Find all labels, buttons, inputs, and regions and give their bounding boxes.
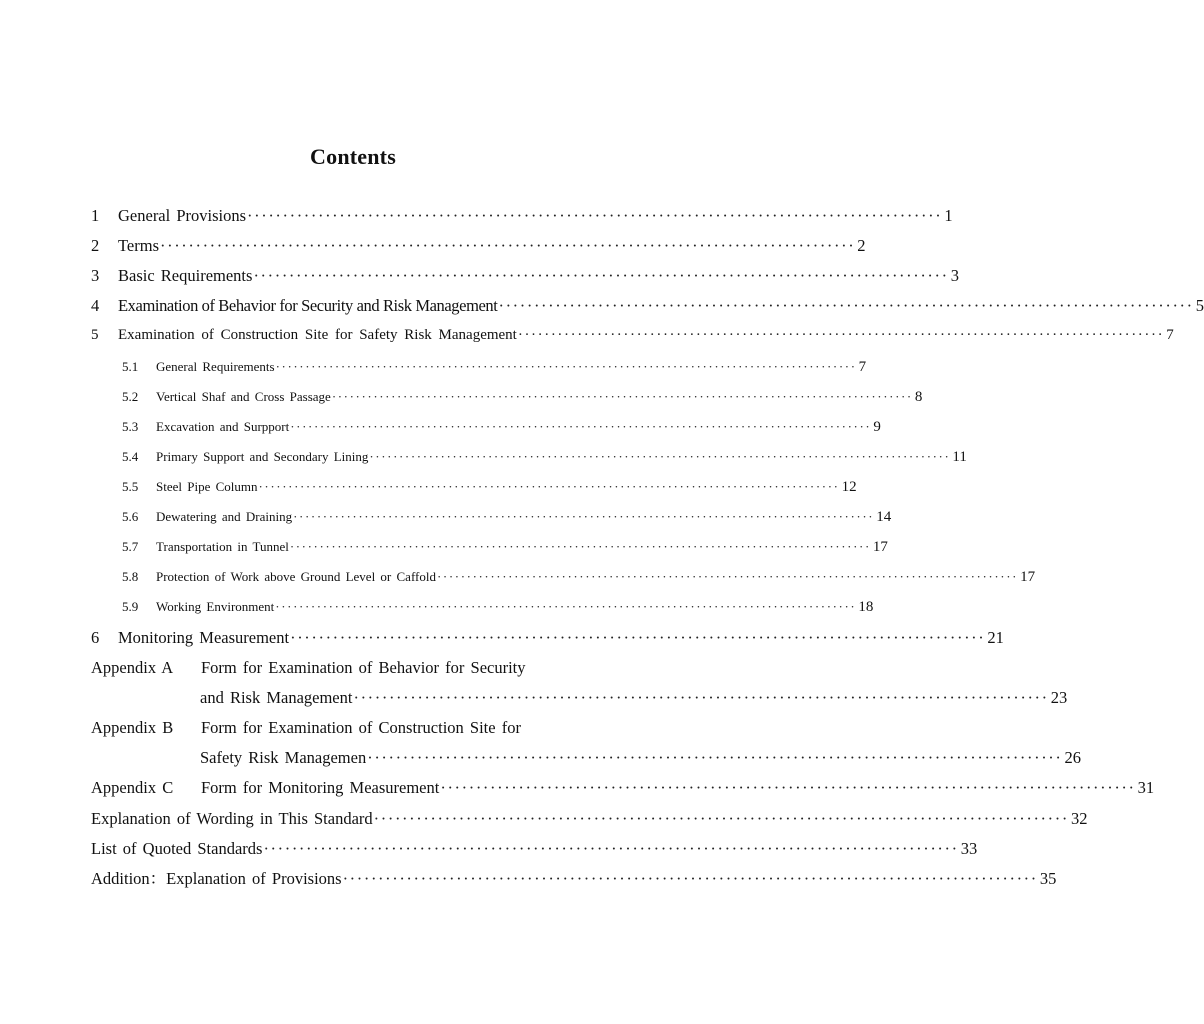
toc-entry-page: 1 bbox=[944, 206, 953, 225]
toc-entry-page: 26 bbox=[1064, 748, 1081, 767]
toc-entry-number: 3 bbox=[91, 266, 100, 285]
toc-entry-label: Steel Pipe Column bbox=[156, 479, 258, 494]
toc-entry-label: Monitoring Measurement bbox=[118, 628, 290, 647]
toc-entry-number: 6 bbox=[91, 628, 100, 647]
toc-entry-page: 7 bbox=[858, 359, 867, 375]
toc-entry-page: 12 bbox=[841, 479, 857, 495]
toc-entry-number: Appendix C bbox=[91, 778, 174, 797]
toc-entry-label: List of Quoted Standards bbox=[91, 839, 263, 858]
toc-entry-5-4[interactable] bbox=[122, 449, 967, 465]
dot-leader: ·································································································· bbox=[369, 449, 951, 464]
toc-entry-label: Transportation in Tunnel bbox=[156, 539, 289, 554]
toc-entry-number: 5.1 bbox=[122, 359, 139, 374]
toc-entry-6[interactable] bbox=[91, 628, 1004, 647]
dot-leader: ·································································································· bbox=[437, 569, 1019, 584]
page-title: Contents bbox=[310, 144, 396, 169]
toc-entry-page: 3 bbox=[950, 266, 959, 285]
toc-entry-3[interactable] bbox=[91, 266, 959, 285]
toc-entry-label: Form for Examination of Construction Site for bbox=[201, 718, 521, 737]
toc-entry-5-3[interactable] bbox=[122, 419, 881, 435]
toc-entry-number: 5.9 bbox=[122, 599, 139, 614]
toc-entry-label: Vertical Shaf and Cross Passage bbox=[156, 389, 331, 404]
toc-entry-number: 5 bbox=[91, 327, 99, 343]
dot-leader: ·································································································· bbox=[290, 419, 872, 434]
toc-appendix-b[interactable] bbox=[91, 720, 612, 737]
dot-leader: ·································································································· bbox=[253, 266, 949, 285]
toc-entry-label: Explanation of Wording in This Standard bbox=[91, 809, 373, 828]
toc-entry-label: Excavation and Surpport bbox=[156, 419, 290, 434]
toc-entry-5-5[interactable] bbox=[122, 479, 857, 495]
toc-entry-label: Form for Monitoring Measurement bbox=[201, 778, 440, 797]
dot-leader: ·································································································· bbox=[263, 839, 959, 858]
toc-entry-label: Examination of Construction Site for Safety Risk Management bbox=[118, 327, 517, 343]
dot-leader: ·································································································· bbox=[440, 778, 1136, 797]
toc-entry-page: 14 bbox=[876, 509, 892, 525]
toc-entry-number: 5.8 bbox=[122, 569, 139, 584]
toc-entry-number: 2 bbox=[91, 236, 100, 255]
toc-entry-page: 33 bbox=[960, 839, 978, 858]
toc-entry-page: 17 bbox=[872, 539, 888, 555]
dot-leader: ·································································································· bbox=[275, 599, 857, 614]
toc-entry-page: 31 bbox=[1137, 778, 1155, 797]
toc-entry-page: 17 bbox=[1020, 569, 1036, 585]
toc-entry-5-8[interactable] bbox=[122, 569, 1036, 585]
toc-entry-number: 1 bbox=[91, 206, 100, 225]
dot-leader: ·································································································· bbox=[517, 327, 1165, 343]
toc-entry-label: Examination of Behavior for Security and Risk Management bbox=[118, 296, 498, 315]
toc-entry-4[interactable] bbox=[91, 296, 1204, 315]
dot-leader: ·································································································· bbox=[275, 359, 857, 374]
toc-entry-page: 9 bbox=[873, 419, 881, 435]
dot-leader: ·································································································· bbox=[331, 389, 913, 404]
toc-entry-label: Terms bbox=[118, 236, 160, 255]
toc-explanation-of-provisions[interactable] bbox=[91, 869, 1057, 888]
dot-leader: ·································································································· bbox=[353, 688, 1049, 707]
toc-list-of-quoted-standards[interactable] bbox=[91, 839, 978, 858]
toc-entry-5[interactable] bbox=[91, 327, 1174, 343]
toc-entry-5-7[interactable] bbox=[122, 539, 888, 555]
toc-entry-page: 2 bbox=[857, 236, 866, 255]
toc-entry-label: Form for Examination of Behavior for Security bbox=[201, 658, 526, 677]
toc-entry-label: Basic Requirements bbox=[118, 266, 253, 285]
toc-entry-2[interactable] bbox=[91, 236, 866, 255]
toc-entry-number: 5.5 bbox=[122, 479, 139, 494]
toc-entry-5-1[interactable] bbox=[122, 359, 867, 375]
dot-leader: ·································································································· bbox=[373, 809, 1069, 828]
toc-entry-page: 18 bbox=[858, 599, 874, 615]
toc-entry-label: Primary Support and Secondary Lining bbox=[156, 449, 369, 464]
toc-entry-page: 21 bbox=[987, 628, 1004, 647]
toc-entry-number: Appendix B bbox=[91, 718, 174, 737]
toc-entry-label: Working Environment bbox=[156, 599, 275, 614]
dot-leader: ·································································································· bbox=[290, 628, 986, 647]
toc-entry-page: 11 bbox=[952, 449, 967, 465]
toc-entry-5-9[interactable] bbox=[122, 599, 874, 615]
toc-entry-1[interactable] bbox=[91, 206, 953, 225]
dot-leader: ·································································································· bbox=[342, 869, 1038, 888]
toc-appendix-a[interactable] bbox=[91, 660, 612, 677]
toc-entry-page: 7 bbox=[1166, 327, 1174, 343]
toc-appendix-c[interactable] bbox=[91, 778, 1155, 797]
toc-appendix-a-continued[interactable] bbox=[200, 688, 1068, 707]
dot-leader: ·································································································· bbox=[258, 479, 840, 494]
dot-leader: ·································································································· bbox=[498, 296, 1194, 315]
toc-entry-number: 4 bbox=[91, 296, 99, 315]
dot-leader: ·································································································· bbox=[293, 509, 875, 524]
toc-entry-label: General Provisions bbox=[118, 206, 247, 225]
toc-entry-number: 5.7 bbox=[122, 539, 139, 554]
toc-entry-page: 5 bbox=[1195, 296, 1204, 315]
dot-leader: ·································································································· bbox=[160, 236, 856, 255]
toc-entry-label: Safety Risk Managemen bbox=[200, 748, 367, 767]
dot-leader: ·································································································· bbox=[247, 206, 943, 225]
toc-entry-number: 5.6 bbox=[122, 509, 139, 524]
toc-entry-label: and Risk Management bbox=[200, 688, 353, 707]
dot-leader: ·································································································· bbox=[367, 748, 1063, 767]
dot-leader: ·································································································· bbox=[289, 539, 871, 554]
toc-entry-page: 8 bbox=[914, 389, 923, 405]
toc-entry-page: 23 bbox=[1050, 688, 1068, 707]
toc-entry-number: 5.2 bbox=[122, 389, 139, 404]
toc-entry-label: Addition：Explanation of Provisions bbox=[91, 869, 342, 888]
toc-explanation-of-wording[interactable] bbox=[91, 809, 1088, 828]
toc-entry-label: Protection of Work above Ground Level or Caffold bbox=[156, 569, 436, 584]
toc-entry-number: Appendix A bbox=[91, 658, 174, 677]
toc-entry-page: 35 bbox=[1039, 869, 1057, 888]
toc-entry-label: Dewatering and Draining bbox=[156, 509, 293, 524]
toc-entry-page: 32 bbox=[1070, 809, 1088, 828]
toc-appendix-b-continued[interactable] bbox=[200, 748, 1081, 767]
toc-entry-number: 5.3 bbox=[122, 419, 139, 434]
toc-entry-number: 5.4 bbox=[122, 449, 139, 464]
toc-entry-label: General Requirements bbox=[156, 359, 275, 374]
toc-entry-5-2[interactable] bbox=[122, 389, 923, 405]
toc-entry-5-6[interactable] bbox=[122, 509, 892, 525]
